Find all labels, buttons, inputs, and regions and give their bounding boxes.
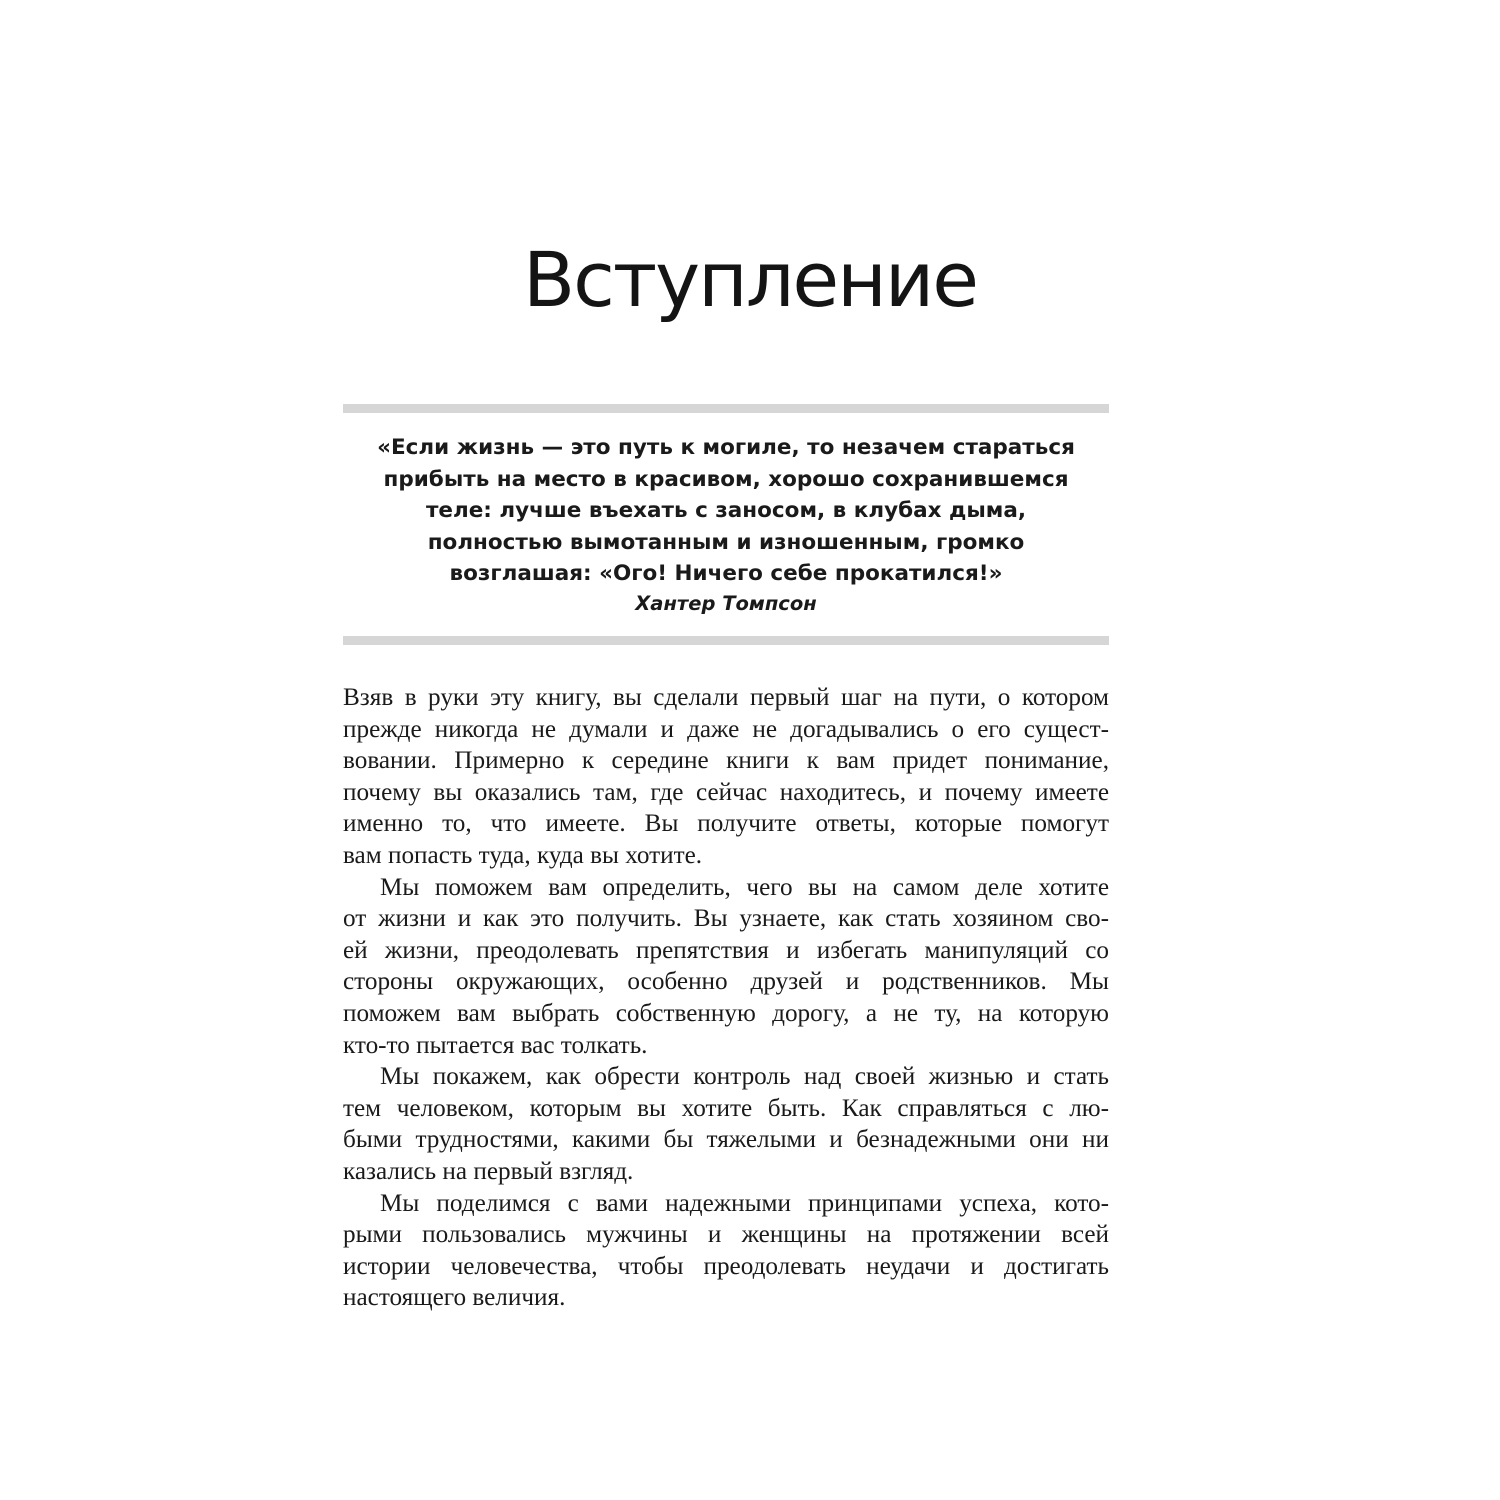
epigraph-line: «Если жизнь — это путь к могиле, то незачем стараться: [377, 435, 1075, 460]
epigraph-line: теле: лучше въехать с заносом, в клубах дыма,: [425, 498, 1027, 523]
epigraph-bottom-rule: [343, 636, 1109, 645]
paragraph-line: истории человечества, чтобы преодолевать неудачи и достигать: [343, 1252, 1109, 1280]
epigraph-line: прибыть на место в красивом, хорошо сохранившемся: [383, 466, 1069, 492]
paragraph-line: быми трудностями, какими бы тяжелыми и безнадежными они ни: [343, 1126, 1109, 1154]
paragraph-line: Мы поделимся с вами надежными принципами успеха, кото-: [380, 1189, 1109, 1217]
chapter-title: Вступление: [522, 235, 978, 324]
paragraph-line: Мы поможем вам определить, чего вы на самом деле хотите: [380, 873, 1109, 901]
paragraph-line: именно то, что имеете. Вы получите ответы, которые помогут: [343, 810, 1109, 838]
epigraph-author: Хантер Томпсон: [635, 591, 817, 615]
epigraph: [343, 432, 1109, 618]
epigraph-top-rule: [343, 404, 1109, 413]
paragraph-line: рыми пользовались мужчины и женщины на протяжении всей: [343, 1221, 1109, 1249]
paragraph-line: тем человеком, которым вы хотите быть. Как справляться с лю-: [343, 1094, 1109, 1122]
paragraph-line: кто-то пытается вас толкать.: [343, 1031, 648, 1059]
paragraph-line: вовании. Примерно к середине книги к вам придет понимание,: [343, 747, 1109, 775]
paragraph-line: Мы покажем, как обрести контроль над своей жизнью и стать: [380, 1063, 1109, 1091]
epigraph-line: полностью вымотанным и изношенным, громко: [427, 529, 1025, 555]
paragraph-line: настоящего величия.: [343, 1284, 566, 1312]
paragraph-line: казались на первый взгляд.: [343, 1157, 634, 1185]
paragraph-line: ей жизни, преодолевать препятствия и избегать манипуляций со: [343, 936, 1109, 964]
paragraph-line: поможем вам выбрать собственную дорогу, а не ту, на которую: [343, 999, 1109, 1027]
paragraph-line: почему вы оказались там, где сейчас находитесь, и почему имеете: [343, 778, 1109, 806]
paragraph-line: от жизни и как это получить. Вы узнаете, как стать хозяином сво-: [343, 905, 1109, 933]
paragraph-line: стороны окружающих, особенно друзей и родственников. Мы: [343, 968, 1109, 996]
epigraph-line: возглашая: «Ого! Ничего себе прокатился!»: [449, 561, 1003, 586]
paragraph-line: прежде никогда не думали и даже не догадывались о его сущест-: [343, 715, 1109, 743]
body-text: [343, 682, 1109, 1314]
paragraph-line: вам попасть туда, куда вы хотите.: [343, 841, 703, 869]
paragraph-line: Взяв в руки эту книгу, вы сделали первый шаг на пути, о котором: [343, 684, 1109, 711]
